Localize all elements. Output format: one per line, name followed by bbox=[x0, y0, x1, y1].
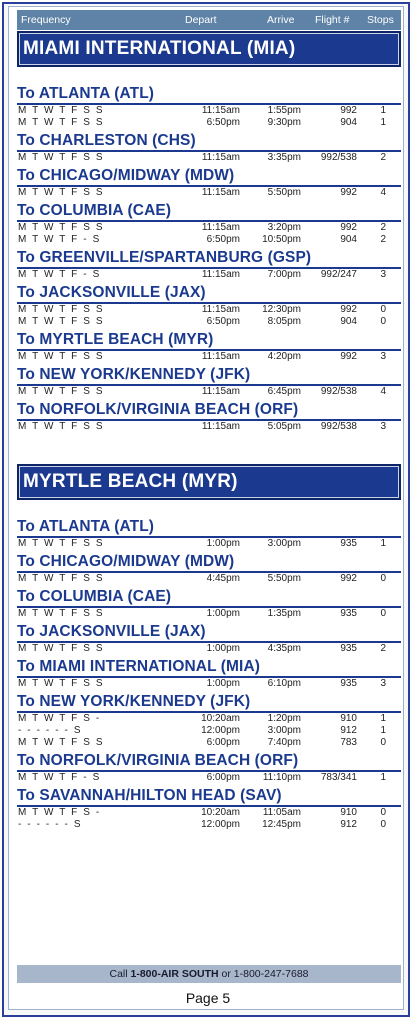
section-banner bbox=[17, 464, 401, 500]
destination-header bbox=[17, 787, 401, 807]
flight-stops: 0 bbox=[380, 737, 386, 748]
flight-number: 992/538 bbox=[320, 152, 357, 163]
flight-frequency: M T W T F S S bbox=[18, 105, 105, 116]
flight-stops: 2 bbox=[380, 234, 386, 245]
flight-depart: 1:00pm bbox=[206, 538, 240, 549]
flight-frequency: M T W T F S S bbox=[18, 386, 105, 397]
flight-arrive: 7:00pm bbox=[267, 269, 301, 280]
destination-header bbox=[17, 518, 401, 538]
flight-arrive: 4:20pm bbox=[267, 351, 301, 362]
flight-stops: 0 bbox=[380, 316, 386, 327]
flight-row bbox=[17, 678, 401, 690]
flight-depart: 1:00pm bbox=[206, 678, 240, 689]
flight-frequency: M T W T F S S bbox=[18, 152, 105, 163]
flight-row bbox=[17, 573, 401, 585]
flight-arrive: 10:50pm bbox=[262, 234, 301, 245]
flight-depart: 6:50pm bbox=[206, 316, 240, 327]
flight-arrive: 6:45pm bbox=[267, 386, 301, 397]
flight-number: 935 bbox=[340, 538, 357, 549]
flight-number: 992 bbox=[340, 187, 357, 198]
flight-row bbox=[17, 421, 401, 433]
flight-frequency: - - - - - - S bbox=[18, 725, 83, 736]
flight-row bbox=[17, 386, 401, 398]
flight-stops: 1 bbox=[380, 105, 386, 116]
flight-arrive: 12:30pm bbox=[262, 304, 301, 315]
flight-frequency: M T W T F S S bbox=[18, 304, 105, 315]
flight-frequency: M T W T F S - bbox=[18, 807, 101, 818]
destination-name: To ATLANTA (ATL) bbox=[17, 85, 155, 102]
flight-arrive: 1:55pm bbox=[267, 105, 301, 116]
flight-row bbox=[17, 304, 401, 316]
flight-row bbox=[17, 351, 401, 363]
destination-name: To MIAMI INTERNATIONAL (MIA) bbox=[17, 658, 261, 675]
flight-row bbox=[17, 807, 401, 819]
destination-name: To JACKSONVILLE (JAX) bbox=[17, 623, 206, 640]
destination-name: To CHICAGO/MIDWAY (MDW) bbox=[17, 553, 235, 570]
destination-name: To NORFOLK/VIRGINIA BEACH (ORF) bbox=[17, 752, 299, 769]
flight-row bbox=[17, 316, 401, 328]
flight-arrive: 5:05pm bbox=[267, 421, 301, 432]
destination-header bbox=[17, 752, 401, 772]
flight-row bbox=[17, 713, 401, 725]
flight-frequency: M T W T F - S bbox=[18, 772, 101, 783]
flight-stops: 0 bbox=[380, 608, 386, 619]
destination-header bbox=[17, 132, 401, 152]
flight-depart: 6:50pm bbox=[206, 234, 240, 245]
destination-name: To NEW YORK/KENNEDY (JFK) bbox=[17, 366, 251, 383]
flight-row bbox=[17, 819, 401, 831]
flight-frequency: M T W T F S S bbox=[18, 538, 105, 549]
flight-arrive: 6:10pm bbox=[267, 678, 301, 689]
page-number: Page 5 bbox=[185, 990, 231, 1006]
destination-header bbox=[17, 167, 401, 187]
flight-depart: 10:20am bbox=[201, 713, 240, 724]
flight-frequency: M T W T F S S bbox=[18, 222, 105, 233]
destination-name: To SAVANNAH/HILTON HEAD (SAV) bbox=[17, 787, 282, 804]
flight-row bbox=[17, 772, 401, 784]
flight-number: 992 bbox=[340, 304, 357, 315]
flight-arrive: 1:35pm bbox=[267, 608, 301, 619]
flight-arrive: 12:45pm bbox=[262, 819, 301, 830]
flight-row bbox=[17, 737, 401, 749]
flight-depart: 11:15am bbox=[201, 386, 240, 397]
flight-depart: 1:00pm bbox=[206, 643, 240, 654]
destination-name: To CHARLESTON (CHS) bbox=[17, 132, 196, 149]
header-stops: Stops bbox=[367, 14, 394, 26]
flight-stops: 1 bbox=[380, 725, 386, 736]
destination-header bbox=[17, 85, 401, 105]
footer-or: or bbox=[218, 968, 234, 980]
flight-stops: 0 bbox=[380, 807, 386, 818]
flight-stops: 1 bbox=[380, 772, 386, 783]
destination-name: To MYRTLE BEACH (MYR) bbox=[17, 331, 214, 348]
flight-stops: 2 bbox=[380, 643, 386, 654]
flight-arrive: 1:20pm bbox=[267, 713, 301, 724]
flight-stops: 3 bbox=[380, 269, 386, 280]
flight-depart: 11:15am bbox=[201, 304, 240, 315]
flight-frequency: M T W T F S S bbox=[18, 737, 105, 748]
flight-number: 992 bbox=[340, 351, 357, 362]
flight-stops: 3 bbox=[380, 421, 386, 432]
flight-arrive: 3:00pm bbox=[267, 725, 301, 736]
flight-frequency: M T W T F - S bbox=[18, 234, 101, 245]
destination-name: To CHICAGO/MIDWAY (MDW) bbox=[17, 167, 235, 184]
destination-header bbox=[17, 401, 401, 421]
flight-stops: 0 bbox=[380, 819, 386, 830]
column-header-bar bbox=[17, 10, 401, 30]
header-arrive: Arrive bbox=[267, 14, 295, 26]
flight-number: 992/538 bbox=[320, 421, 357, 432]
flight-depart: 11:15am bbox=[201, 421, 240, 432]
flight-depart: 11:15am bbox=[201, 187, 240, 198]
flight-depart: 6:50pm bbox=[206, 117, 240, 128]
destination-name: To GREENVILLE/SPARTANBURG (GSP) bbox=[17, 249, 312, 266]
destination-header bbox=[17, 202, 401, 222]
destination-name: To NORFOLK/VIRGINIA BEACH (ORF) bbox=[17, 401, 299, 418]
flight-stops: 0 bbox=[380, 573, 386, 584]
flight-frequency: M T W T F S S bbox=[18, 573, 105, 584]
flight-stops: 3 bbox=[380, 351, 386, 362]
flight-depart: 1:00pm bbox=[206, 608, 240, 619]
flight-arrive: 9:30pm bbox=[267, 117, 301, 128]
destination-name: To ATLANTA (ATL) bbox=[17, 518, 155, 535]
flight-row bbox=[17, 187, 401, 199]
flight-arrive: 11:10pm bbox=[262, 772, 301, 783]
destination-name: To COLUMBIA (CAE) bbox=[17, 202, 172, 219]
destination-name: To NEW YORK/KENNEDY (JFK) bbox=[17, 693, 251, 710]
flight-stops: 4 bbox=[380, 386, 386, 397]
flight-row bbox=[17, 643, 401, 655]
flight-depart: 11:15am bbox=[201, 351, 240, 362]
flight-number: 904 bbox=[340, 316, 357, 327]
footer-phone-brand[interactable]: 1-800-AIR SOUTH bbox=[130, 968, 219, 980]
flight-number: 783/341 bbox=[320, 772, 357, 783]
flight-number: 992/538 bbox=[320, 386, 357, 397]
flight-depart: 6:00pm bbox=[206, 772, 240, 783]
flight-arrive: 11:05am bbox=[262, 807, 301, 818]
flight-row bbox=[17, 117, 401, 129]
flight-frequency: M T W T F S S bbox=[18, 643, 105, 654]
section-title: MIAMI INTERNATIONAL (MIA) bbox=[23, 38, 296, 59]
flight-row bbox=[17, 152, 401, 164]
flight-arrive: 3:20pm bbox=[267, 222, 301, 233]
flight-number: 904 bbox=[340, 234, 357, 245]
flight-depart: 11:15am bbox=[201, 269, 240, 280]
flight-stops: 0 bbox=[380, 304, 386, 315]
destination-name: To JACKSONVILLE (JAX) bbox=[17, 284, 206, 301]
flight-frequency: M T W T F S S bbox=[18, 187, 105, 198]
flight-row bbox=[17, 725, 401, 737]
flight-row bbox=[17, 269, 401, 281]
flight-arrive: 3:35pm bbox=[267, 152, 301, 163]
flight-stops: 1 bbox=[380, 538, 386, 549]
flight-frequency: M T W T F S S bbox=[18, 351, 105, 362]
header-flight: Flight # bbox=[315, 14, 350, 26]
destination-name: To COLUMBIA (CAE) bbox=[17, 588, 172, 605]
flight-row bbox=[17, 538, 401, 550]
flight-frequency: M T W T F S S bbox=[18, 316, 105, 327]
flight-row bbox=[17, 105, 401, 117]
destination-header bbox=[17, 331, 401, 351]
destination-header bbox=[17, 553, 401, 573]
flight-number: 992 bbox=[340, 222, 357, 233]
flight-depart: 11:15am bbox=[201, 222, 240, 233]
flight-depart: 6:00pm bbox=[206, 737, 240, 748]
flight-arrive: 7:40pm bbox=[267, 737, 301, 748]
flight-number: 992 bbox=[340, 573, 357, 584]
section-title: MYRTLE BEACH (MYR) bbox=[23, 471, 238, 492]
flight-depart: 12:00pm bbox=[201, 725, 240, 736]
footer-bar bbox=[17, 965, 401, 983]
footer-phone-number[interactable]: 1-800-247-7688 bbox=[233, 968, 309, 980]
flight-number: 783 bbox=[340, 737, 357, 748]
section-banner bbox=[17, 31, 401, 67]
flight-arrive: 5:50pm bbox=[267, 187, 301, 198]
destination-header bbox=[17, 693, 401, 713]
flight-stops: 1 bbox=[380, 117, 386, 128]
flight-arrive: 4:35pm bbox=[267, 643, 301, 654]
flight-frequency: M T W T F - S bbox=[18, 269, 101, 280]
flight-number: 935 bbox=[340, 608, 357, 619]
flight-row bbox=[17, 222, 401, 234]
flight-stops: 1 bbox=[380, 713, 386, 724]
flight-depart: 10:20am bbox=[201, 807, 240, 818]
flight-number: 912 bbox=[340, 725, 357, 736]
flight-arrive: 5:50pm bbox=[267, 573, 301, 584]
flight-number: 992 bbox=[340, 105, 357, 116]
flight-number: 910 bbox=[340, 807, 357, 818]
destination-header bbox=[17, 623, 401, 643]
flight-number: 910 bbox=[340, 713, 357, 724]
flight-number: 935 bbox=[340, 678, 357, 689]
flight-depart: 12:00pm bbox=[201, 819, 240, 830]
flight-depart: 11:15am bbox=[201, 105, 240, 116]
flight-frequency: M T W T F S S bbox=[18, 608, 105, 619]
flight-stops: 2 bbox=[380, 222, 386, 233]
flight-stops: 2 bbox=[380, 152, 386, 163]
flight-number: 992/247 bbox=[320, 269, 357, 280]
destination-header bbox=[17, 366, 401, 386]
header-depart: Depart bbox=[185, 14, 217, 26]
flight-row bbox=[17, 234, 401, 246]
flight-stops: 3 bbox=[380, 678, 386, 689]
destination-header bbox=[17, 658, 401, 678]
footer-call: Call bbox=[109, 968, 131, 980]
header-frequency: Frequency bbox=[21, 14, 71, 26]
flight-frequency: M T W T F S S bbox=[18, 117, 105, 128]
flight-row bbox=[17, 608, 401, 620]
flight-frequency: M T W T F S S bbox=[18, 678, 105, 689]
flight-frequency: M T W T F S - bbox=[18, 713, 101, 724]
flight-depart: 11:15am bbox=[201, 152, 240, 163]
destination-header bbox=[17, 588, 401, 608]
flight-number: 904 bbox=[340, 117, 357, 128]
flight-stops: 4 bbox=[380, 187, 386, 198]
flight-arrive: 3:00pm bbox=[267, 538, 301, 549]
flight-number: 912 bbox=[340, 819, 357, 830]
flight-arrive: 8:05pm bbox=[267, 316, 301, 327]
destination-header bbox=[17, 284, 401, 304]
destination-header bbox=[17, 249, 401, 269]
flight-frequency: - - - - - - S bbox=[18, 819, 83, 830]
flight-number: 935 bbox=[340, 643, 357, 654]
flight-frequency: M T W T F S S bbox=[18, 421, 105, 432]
flight-depart: 4:45pm bbox=[206, 573, 240, 584]
